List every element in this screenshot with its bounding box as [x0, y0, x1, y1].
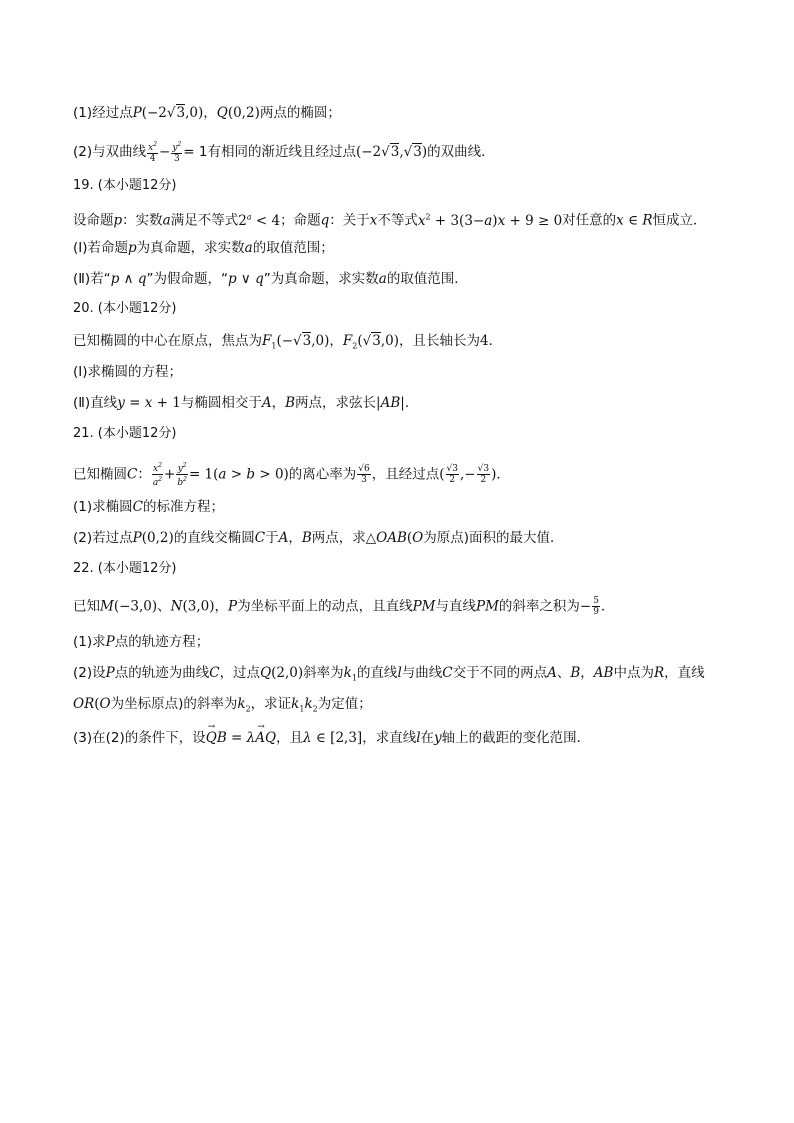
text: ；命题	[280, 212, 321, 229]
text: 点的轨迹为曲线	[114, 665, 210, 681]
q19-heading: 19. (本小题12分)	[73, 178, 177, 193]
text: 两点，求弦长	[295, 395, 377, 411]
fraction: $\frac{√6}{3}$	[358, 464, 370, 485]
text: ，	[288, 530, 302, 546]
text: (Ⅱ)直线	[73, 395, 118, 411]
q22-part2-line2: OR(O为坐标原点)的斜率为$k_2$，求证$k_1k_2$为定值；	[73, 696, 372, 714]
text: ．	[600, 598, 615, 615]
text: 满足不等式	[170, 212, 239, 229]
text: ，	[214, 598, 228, 615]
text: 点的轨迹方程；	[114, 634, 210, 650]
q22-heading: 22. (本小题12分)	[73, 561, 177, 576]
text: 、	[556, 665, 571, 681]
q21-part2: (2)若过点P(0,2)的直线交椭圆C于A，B两点，求△OAB(O为原点)面积的最大值．	[73, 530, 564, 546]
fraction: $\frac{5}{9}$	[593, 596, 599, 617]
text: 在	[420, 730, 435, 746]
text: ：关于	[329, 212, 370, 229]
text: = 1有相同的渐近线且经过点	[183, 144, 356, 160]
text: 为真命题，求实数	[136, 240, 245, 256]
text: (2)设	[73, 665, 106, 681]
q19-part2: (Ⅱ)若“p ∧ q”为假命题，“p ∨ q”为真命题，求实数a的取值范围．	[73, 271, 468, 287]
q19-stem: 设命题p：实数a满足不等式$2^a < 4$；命题q：关于x不等式$x^2 + 3(3-a)x + 9 \ge 0$对任意的x ∈ R恒成立．	[73, 212, 707, 229]
text: 设命题	[73, 212, 114, 229]
text: ，	[271, 395, 286, 411]
text: (1)经过点	[73, 105, 133, 121]
q22-part2-line1: (2)设P点的轨迹为曲线C，过点Q(2,0)斜率为$k_1$的直线l与曲线C交于不同的两点A、B，AB中点为R，直线	[73, 665, 705, 683]
text: 交于不同的两点	[452, 665, 548, 681]
text: 两点，求	[311, 530, 366, 546]
text: 斜率为	[303, 665, 344, 681]
text: ：实数	[122, 212, 163, 229]
q18-part1: (1)经过点P(−2√3,0)，Q(0,2)两点的椭圆；	[73, 105, 341, 121]
text: 的斜率之积为	[498, 598, 580, 615]
text: ，	[580, 665, 594, 681]
text: ，且	[276, 730, 304, 746]
text: 轴上的截距的变化范围．	[441, 730, 591, 746]
text: 与直线	[435, 598, 476, 615]
q22-part3: (3)在(2)的条件下，设→ QB = λ→ AQ，且λ ∈ [2,3]，求直线l在y轴上的截距的变化范围．	[73, 729, 590, 747]
q22-part1: (1)求P点的轨迹方程；	[73, 634, 210, 650]
text: 对任意的	[562, 212, 617, 229]
text: ．	[488, 333, 503, 349]
text: (1)求	[73, 634, 106, 650]
text: 的离心率为	[288, 466, 357, 483]
text: 的标准方程；	[142, 499, 224, 515]
text: 的双曲线．	[427, 144, 495, 160]
text: 与曲线	[401, 665, 443, 681]
q20-stem: 已知椭圆的中心在原点，焦点为$F_1(-√3,0)$，$F_2(√3,0)$，且长轴长为4．	[73, 333, 503, 351]
text: 不等式	[377, 212, 418, 229]
text: ”为真命题，求实数	[263, 271, 379, 287]
text: 、	[157, 598, 171, 615]
text: 的直线	[356, 665, 398, 681]
text: (2)与双曲线	[73, 144, 147, 160]
text: ”为假命题，“	[146, 271, 228, 287]
fraction: $\frac{y^2}{3}$	[172, 141, 182, 164]
text: 为坐标平面上的动点，且直线	[237, 598, 413, 615]
q21-heading: 21. (本小题12分)	[73, 426, 177, 441]
q18-part2: (2)与双曲线 $\frac{x^2}{4}$ − $\frac{y^2}{3}$ = 1有相同的渐近线且经过点(−2√3,√3)的双曲线．	[73, 141, 495, 164]
text: 已知	[73, 598, 100, 615]
fraction: $\frac{√3}{2}$	[446, 464, 459, 485]
text: 中点为	[613, 665, 654, 681]
text: 于	[265, 530, 279, 546]
text: 的直线交椭圆	[173, 530, 255, 546]
text: 已知椭圆的中心在原点，焦点为	[73, 333, 262, 349]
text: 两点的椭圆；	[259, 105, 341, 121]
q21-part1: (1)求椭圆C的标准方程；	[73, 499, 224, 515]
fraction: $\frac{x^2}{a^2}$	[152, 462, 163, 488]
q20-heading: 20. (本小题12分)	[73, 301, 177, 316]
text: (2)若过点	[73, 530, 133, 546]
fraction: $\frac{√3}{2}$	[477, 464, 490, 485]
text: 的取值范围；	[252, 240, 334, 256]
q19-part1: (Ⅰ)若命题p为真命题，求实数a的取值范围；	[73, 240, 334, 256]
text: 为定值；	[317, 696, 372, 712]
q20-part1: (Ⅰ)求椭圆的方程；	[73, 364, 183, 380]
text: 为原点)面积的最大值．	[423, 530, 564, 546]
text: 恒成立．	[652, 212, 707, 229]
text: ．	[496, 466, 510, 483]
text: ．	[404, 395, 419, 411]
text: (Ⅰ)若命题	[73, 240, 129, 256]
text: ，且长轴长为	[399, 333, 480, 349]
text: ，过点	[219, 665, 261, 681]
text: ，直线	[664, 665, 705, 681]
text: ，	[329, 333, 343, 349]
fraction: $\frac{y^2}{b^2}$	[177, 462, 187, 488]
text: (Ⅱ)若“	[73, 271, 111, 287]
q21-stem: 已知椭圆C： $\frac{x^2}{a^2}$ + $\frac{y^2}{b^2}$ = 1(a > b > 0)的离心率为 $\frac{√6}{3}$ ，且经过点( $\frac{√3}{2}$ ,− $\frac{√3}{2}$ )．	[73, 462, 510, 488]
text: 与椭圆相交于	[180, 395, 262, 411]
q22-stem: 已知M(−3,0)、N(3,0)，P为坐标平面上的动点，且直线PM与直线PM的斜率之积为− $\frac{5}{9}$ ．	[73, 596, 615, 617]
text: (1)求椭圆	[73, 499, 133, 515]
text: ，且经过点	[371, 466, 440, 483]
fraction: $\frac{x^2}{4}$	[148, 141, 158, 164]
text: ，求证	[250, 696, 292, 712]
q20-part2: (Ⅱ)直线y = x + 1与椭圆相交于A，B两点，求弦长|AB|．	[73, 395, 419, 411]
text: 已知椭圆	[73, 466, 127, 483]
text: (3)在(2)的条件下，设	[73, 730, 206, 746]
text: 为坐标原点)的斜率为	[110, 696, 238, 712]
text: 的取值范围．	[386, 271, 468, 287]
text: ，求直线	[362, 730, 417, 746]
